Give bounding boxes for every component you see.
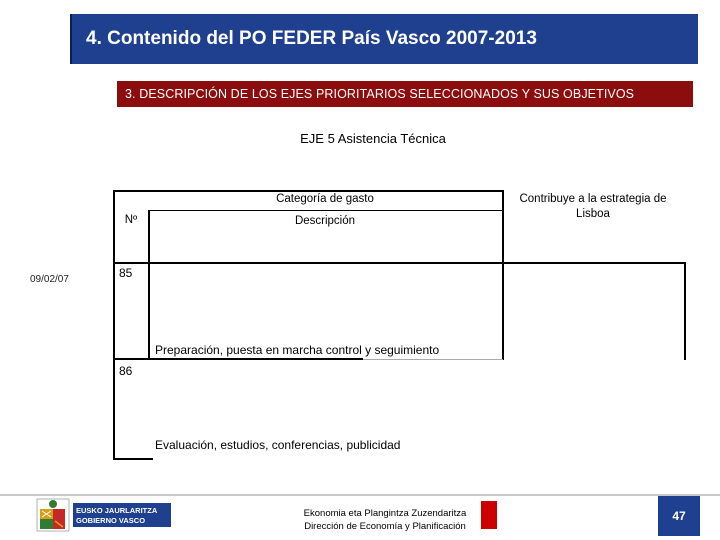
- department-line-2: Dirección de Economía y Planificación: [304, 521, 466, 532]
- gobierno-vasco-logo: [36, 498, 172, 532]
- header-categoria: Categoría de gasto: [276, 193, 374, 205]
- title-bar: [70, 14, 698, 64]
- table-right-border: [684, 262, 686, 360]
- page-number: 47: [672, 509, 686, 523]
- department-label: [290, 507, 480, 533]
- header-lisboa: Contribuye a la estrategia de Lisboa: [519, 193, 667, 220]
- table-row-divider: [113, 358, 363, 360]
- eje-title: EJE 5 Asistencia Técnica: [300, 131, 446, 146]
- table-header-bottom: [113, 262, 504, 264]
- row-num: 85: [119, 266, 133, 280]
- table-row-divider-light: [363, 359, 503, 360]
- table-sub-header-line: [150, 210, 502, 211]
- table-right-top: [502, 262, 686, 264]
- row-num: 86: [119, 364, 133, 378]
- section-bar: [117, 81, 693, 107]
- section-title: 3. DESCRIPCIÓN DE LOS EJES PRIORITARIOS SELECCIONADOS Y SUS OBJETIVOS: [125, 87, 635, 101]
- footer-divider: [0, 494, 720, 496]
- row-desc: Evaluación, estudios, conferencias, publicidad: [155, 438, 401, 452]
- page-number-box: [658, 496, 700, 536]
- table-col-num-divider: [148, 210, 150, 360]
- table-border-top: [113, 190, 504, 192]
- table-border-bottom: [113, 458, 153, 460]
- table-border-left: [113, 190, 115, 460]
- red-accent-mark: [481, 501, 497, 529]
- department-line-1: Ekonomia eta Plangintza Zuzendaritza: [303, 508, 467, 519]
- header-descripcion: Descripción: [294, 215, 356, 227]
- logo-text-1: EUSKO JAURLARITZA: [76, 506, 158, 515]
- date-label: 09/02/07: [30, 274, 69, 285]
- page-title: 4. Contenido del PO FEDER País Vasco 2007-2013: [86, 28, 537, 49]
- table-col-desc-divider: [502, 190, 504, 360]
- row-desc: Preparación, puesta en marcha control y seguimiento: [155, 343, 440, 357]
- header-num: Nº: [124, 214, 138, 226]
- logo-text-2: GOBIERNO VASCO: [76, 516, 146, 525]
